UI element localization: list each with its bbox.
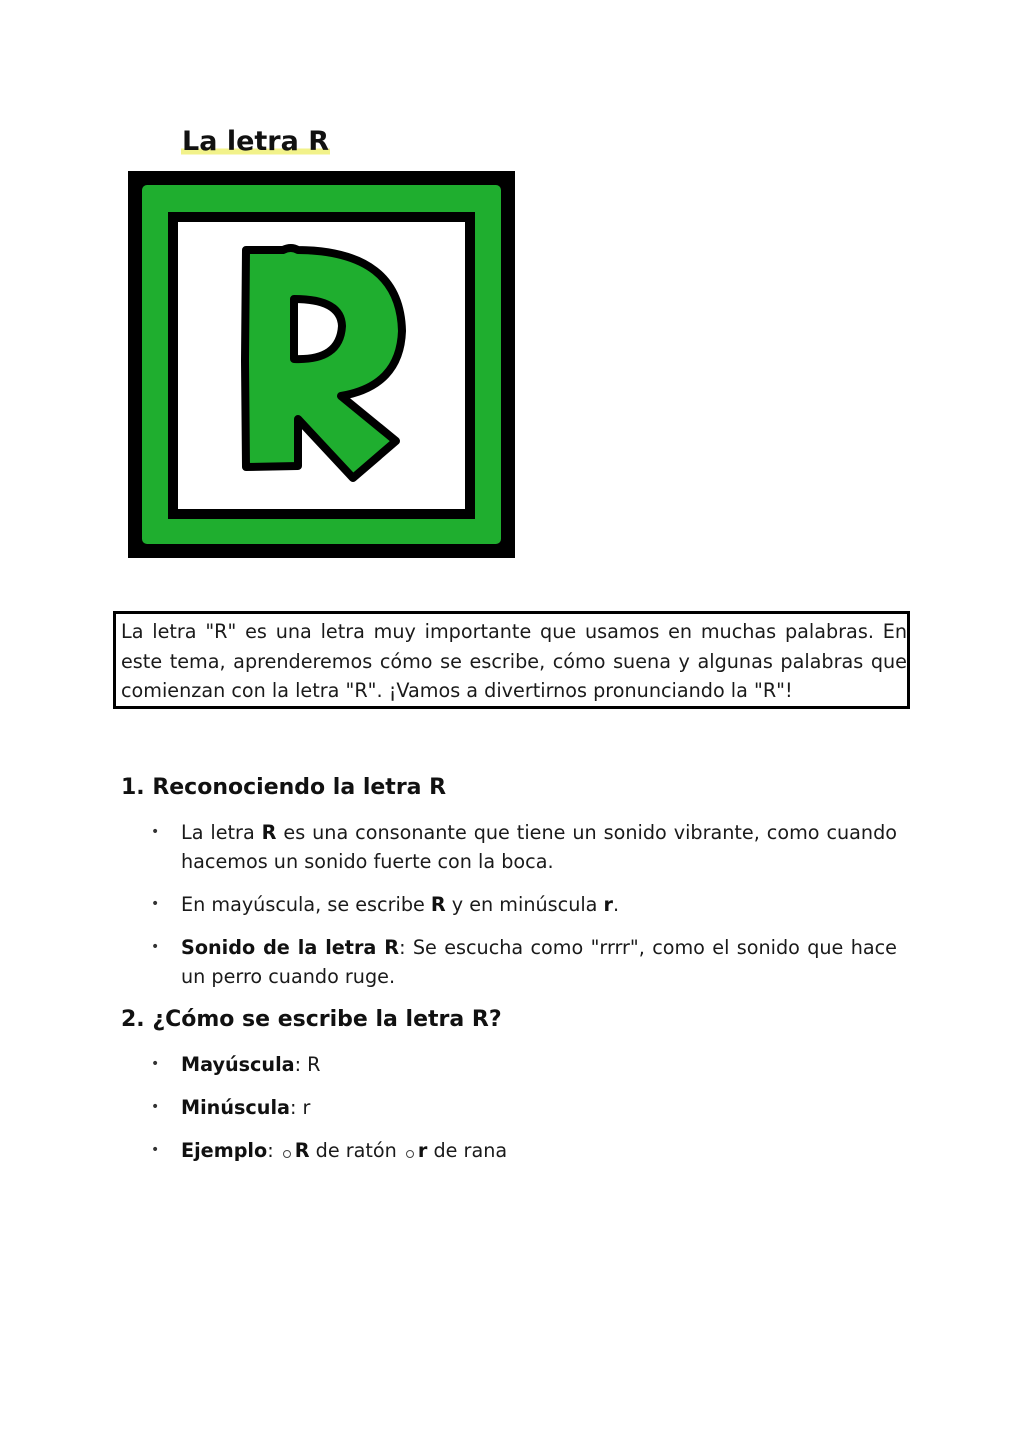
letter-r-image	[128, 171, 515, 558]
bullet-icon: •	[151, 824, 160, 840]
list-item: • Sonido de la letra R: Se escucha como "rrrr", como el sonido que hace un perro cuando ruge.	[147, 933, 897, 991]
section2-list	[147, 1050, 897, 1165]
bullet-icon: •	[151, 896, 160, 912]
list-item: • En mayúscula, se escribe R y en minúscula r.	[147, 890, 897, 919]
circle-bullet-icon	[283, 1150, 291, 1158]
section1-list	[147, 818, 897, 991]
bullet-icon: •	[151, 939, 160, 955]
letter-r-glyph	[245, 248, 402, 478]
page-title-text: La letra R	[182, 126, 330, 157]
list-item: • Ejemplo: R de ratón r de rana	[147, 1136, 897, 1165]
bullet-icon: •	[151, 1142, 160, 1158]
list-item: • La letra R es una consonante que tiene un sonido vibrante, como cuando hacemos un sonido fuerte con la boca.	[147, 818, 897, 876]
intro-box	[113, 611, 910, 709]
circle-bullet-icon	[406, 1150, 414, 1158]
section1-heading: 1. Reconociendo la letra R	[121, 775, 447, 800]
page-title	[181, 124, 330, 160]
section2-heading: 2. ¿Cómo se escribe la letra R?	[121, 1007, 502, 1032]
list-item: • Mayúscula: R	[147, 1050, 897, 1079]
intro-text: La letra "R" es una letra muy importante que usamos en muchas palabras. En este tema, aprenderemos cómo se escribe, cómo suena y algunas palabras que comienzan con la letra "R". ¡Vamos a divertirnos pronunciando la "R"!	[121, 620, 907, 702]
list-item: • Minúscula: r	[147, 1093, 897, 1122]
bullet-icon: •	[151, 1056, 160, 1072]
bullet-icon: •	[151, 1099, 160, 1115]
